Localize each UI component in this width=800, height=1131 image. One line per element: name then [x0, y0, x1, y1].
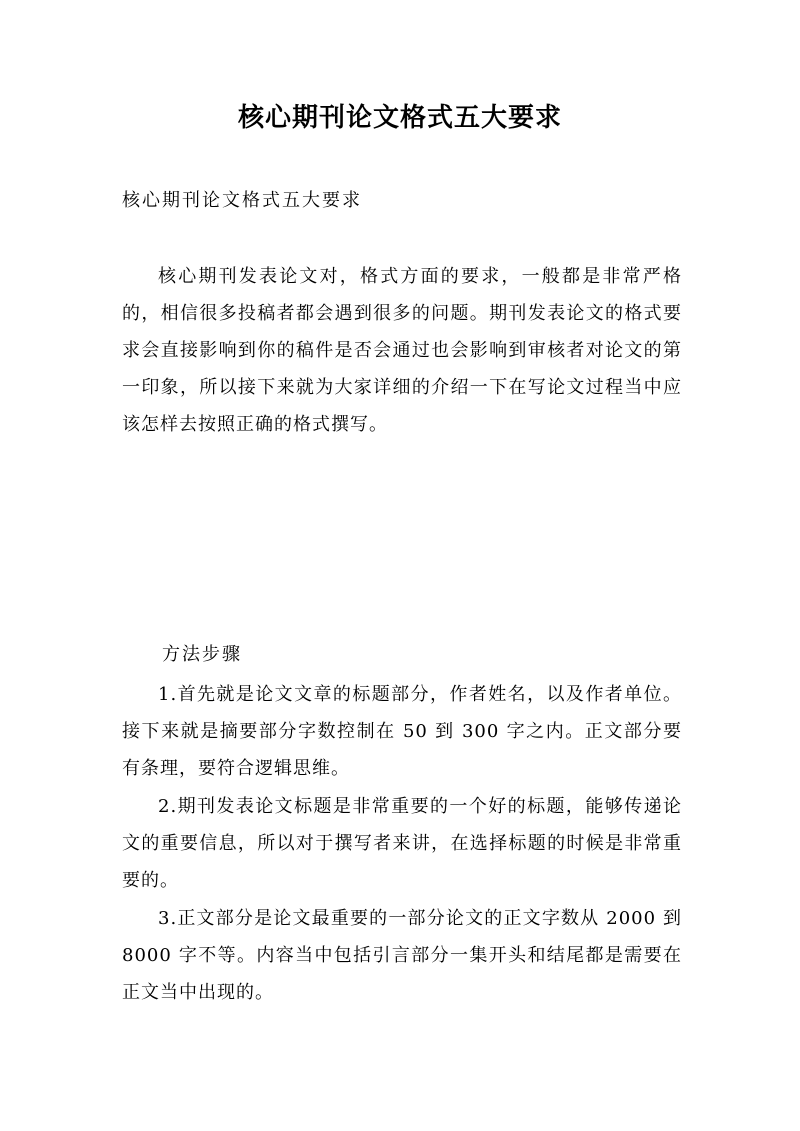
document-subtitle: 核心期刊论文格式五大要求	[122, 190, 362, 211]
steps-heading: 方法步骤	[162, 644, 242, 665]
intro-paragraph: 核心期刊发表论文对，格式方面的要求，一般都是非常严格的，相信很多投稿者都会遇到很多的问题。期刊发表论文的格式要求会直接影响到你的稿件是否会通过也会影响到审核者对论文的第一印象，所以接下来就为大家详细的介绍一下在写论文过程当中应该怎样去按照正确的格式撰写。	[122, 266, 682, 435]
step-paragraph-2: 2.期刊发表论文标题是非常重要的一个好的标题，能够传递论文的重要信息，所以对于撰写者来讲，在选择标题的时候是非常重要的。	[122, 796, 682, 891]
step-paragraph-3: 3.正文部分是论文最重要的一部分论文的正文字数从 2000 到 8000 字不等。内容当中包括引言部分一集开头和结尾都是需要在正文当中出现的。	[122, 908, 682, 1003]
step-paragraph-1: 1.首先就是论文文章的标题部分，作者姓名，以及作者单位。接下来就是摘要部分字数控制在 50 到 300 字之内。正文部分要有条理，要符合逻辑思维。	[122, 684, 682, 779]
document-title: 核心期刊论文格式五大要求	[237, 103, 562, 133]
